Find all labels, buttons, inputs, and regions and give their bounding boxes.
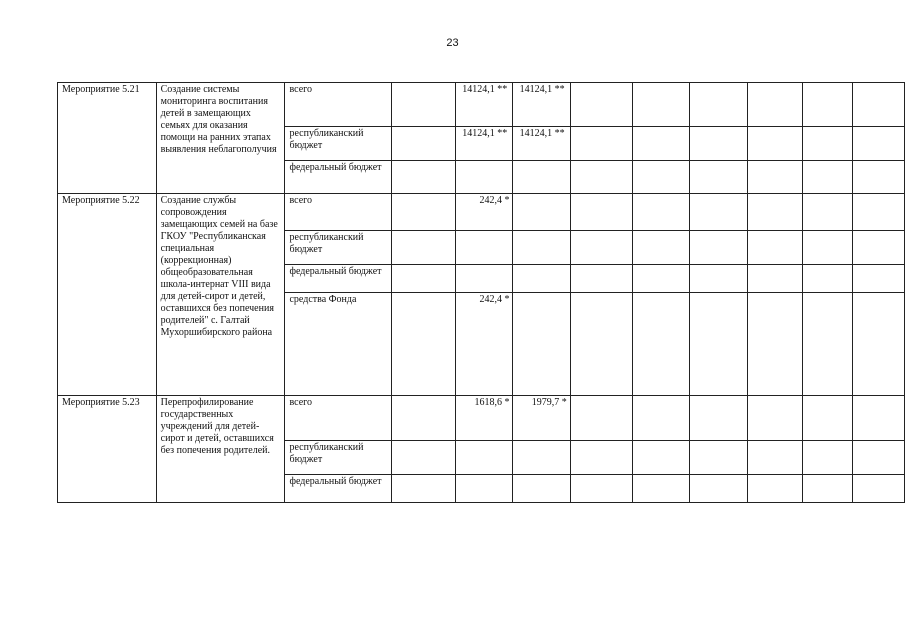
empty-cell [852, 127, 904, 161]
empty-cell [748, 293, 802, 396]
empty-cell [748, 83, 802, 127]
empty-cell [852, 161, 904, 194]
description-cell: Создание системы мониторинга воспитания детей в замещающих семьях для оказания помощи на ранних этапах выявления неблагополучия [156, 83, 285, 194]
empty-cell [392, 83, 456, 127]
empty-cell [690, 161, 748, 194]
empty-cell [802, 396, 852, 441]
empty-cell [632, 293, 690, 396]
event-cell: Мероприятие 5.21 [58, 83, 157, 194]
empty-cell [392, 441, 456, 475]
value-cell [513, 475, 570, 503]
empty-cell [690, 475, 748, 503]
empty-cell [802, 194, 852, 231]
value-cell [513, 441, 570, 475]
empty-cell [690, 194, 748, 231]
empty-cell [852, 293, 904, 396]
empty-cell [690, 127, 748, 161]
table-row [58, 83, 905, 127]
empty-cell [392, 475, 456, 503]
empty-cell [802, 231, 852, 265]
empty-cell [632, 396, 690, 441]
empty-cell [570, 441, 632, 475]
empty-cell [392, 293, 456, 396]
empty-cell [802, 475, 852, 503]
empty-cell [570, 194, 632, 231]
value-cell: 14124,1 ** [456, 127, 513, 161]
empty-cell [392, 231, 456, 265]
empty-cell [690, 83, 748, 127]
value-cell [456, 441, 513, 475]
empty-cell [392, 265, 456, 293]
empty-cell [570, 127, 632, 161]
empty-cell [632, 161, 690, 194]
empty-cell [690, 441, 748, 475]
value-cell: 242,4 * [456, 194, 513, 231]
source-cell: всего [285, 194, 392, 231]
value-cell: 14124,1 ** [456, 83, 513, 127]
empty-cell [748, 396, 802, 441]
empty-cell [802, 293, 852, 396]
value-cell: 1618,6 * [456, 396, 513, 441]
empty-cell [570, 161, 632, 194]
source-cell: всего [285, 396, 392, 441]
value-cell: 14124,1 ** [513, 83, 570, 127]
source-cell: республиканский бюджет [285, 127, 392, 161]
event-cell: Мероприятие 5.23 [58, 396, 157, 503]
empty-cell [748, 441, 802, 475]
empty-cell [632, 265, 690, 293]
empty-cell [632, 441, 690, 475]
empty-cell [802, 265, 852, 293]
event-cell: Мероприятие 5.22 [58, 194, 157, 396]
source-cell: федеральный бюджет [285, 475, 392, 503]
value-cell [456, 231, 513, 265]
empty-cell [632, 231, 690, 265]
source-cell: всего [285, 83, 392, 127]
empty-cell [852, 396, 904, 441]
value-cell [513, 194, 570, 231]
empty-cell [852, 441, 904, 475]
value-cell [513, 293, 570, 396]
value-cell [456, 475, 513, 503]
empty-cell [570, 231, 632, 265]
value-cell [513, 161, 570, 194]
empty-cell [852, 265, 904, 293]
value-cell [513, 265, 570, 293]
table-row [58, 194, 905, 231]
empty-cell [852, 194, 904, 231]
description-cell: Создание службы сопровождения замещающих семей на базе ГКОУ "Республиканская специальная (коррекционная) общеобразовательная школа-интернат VIII вида для детей-сирот и детей, оставшихся без попечения родителей" с. Галтай Мухоршибирского района [156, 194, 285, 396]
table-row [58, 396, 905, 441]
empty-cell [748, 161, 802, 194]
empty-cell [392, 161, 456, 194]
empty-cell [748, 127, 802, 161]
empty-cell [802, 127, 852, 161]
empty-cell [802, 161, 852, 194]
value-cell [456, 161, 513, 194]
empty-cell [852, 475, 904, 503]
value-cell: 1979,7 * [513, 396, 570, 441]
source-cell: федеральный бюджет [285, 161, 392, 194]
empty-cell [392, 396, 456, 441]
empty-cell [632, 127, 690, 161]
value-cell: 242,4 * [456, 293, 513, 396]
empty-cell [802, 441, 852, 475]
empty-cell [570, 83, 632, 127]
empty-cell [852, 231, 904, 265]
empty-cell [392, 127, 456, 161]
empty-cell [632, 194, 690, 231]
source-cell: республиканский бюджет [285, 231, 392, 265]
empty-cell [570, 475, 632, 503]
empty-cell [570, 265, 632, 293]
budget-table [57, 82, 905, 503]
empty-cell [570, 293, 632, 396]
empty-cell [748, 265, 802, 293]
empty-cell [748, 194, 802, 231]
value-cell [513, 231, 570, 265]
empty-cell [632, 475, 690, 503]
source-cell: республиканский бюджет [285, 441, 392, 475]
source-cell: федеральный бюджет [285, 265, 392, 293]
empty-cell [748, 231, 802, 265]
source-cell: средства Фонда [285, 293, 392, 396]
empty-cell [748, 475, 802, 503]
description-cell: Перепрофилирование государственных учреждений для детей-сирот и детей, оставшихся без попечения родителей. [156, 396, 285, 503]
empty-cell [690, 293, 748, 396]
empty-cell [392, 194, 456, 231]
value-cell: 14124,1 ** [513, 127, 570, 161]
empty-cell [570, 396, 632, 441]
empty-cell [690, 396, 748, 441]
empty-cell [690, 231, 748, 265]
empty-cell [852, 83, 904, 127]
empty-cell [802, 83, 852, 127]
empty-cell [632, 83, 690, 127]
value-cell [456, 265, 513, 293]
empty-cell [690, 265, 748, 293]
page-number: 23 [446, 37, 459, 49]
